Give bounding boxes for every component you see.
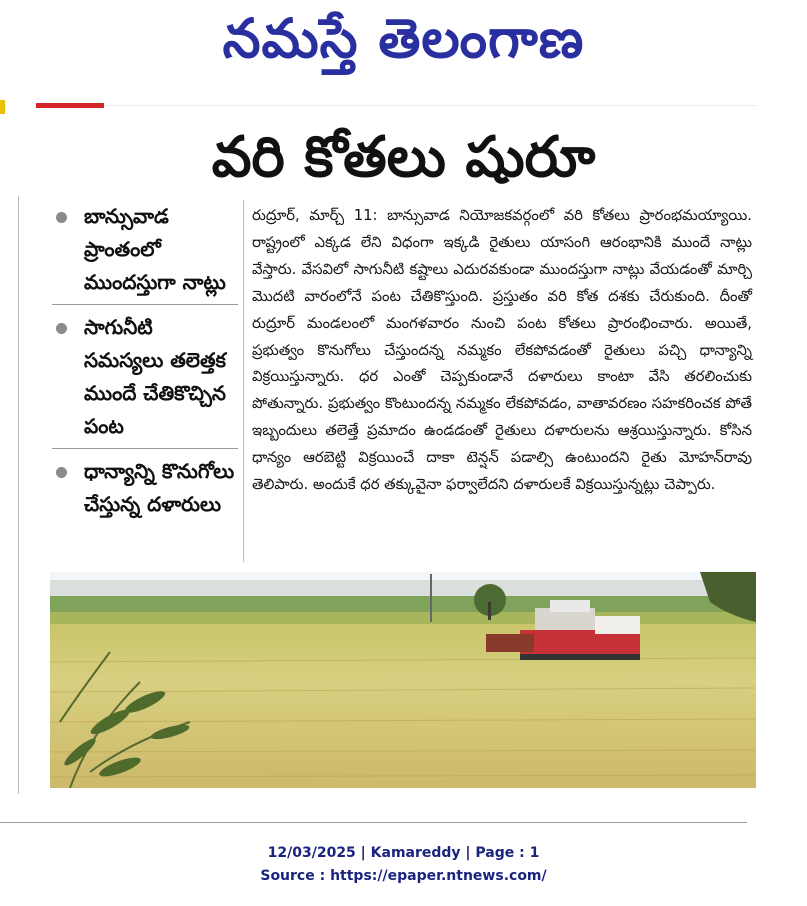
highlight-text: సాగునీటి సమస్యలు తలెత్తక ముందే చేతికొచ్చిన పంట [84,315,226,438]
highlight-item [52,455,238,526]
highlight-item [52,311,238,449]
accent-bar [36,103,104,108]
highlights-list [52,200,238,532]
article-headline: వరి కోతలు షురూ [211,125,596,190]
bullet-dot-icon [56,212,67,223]
column-rule [243,200,244,562]
footer-date-edition: 12/03/2025 | Kamareddy | Page : 1 [267,845,540,861]
article-body: రుద్రూర్, మార్చ్ 11: బాన్సువాడ నియోజకవర్గంలో వరి కోతలు ప్రారంభమయ్యాయి. రాష్ట్రంలో ఎక్కడ లేని విధంగా ఇక్కడి రైతులు యాసంగి ఆరంభానికి ముందే నాట్లు వేస్తారు. వేసవిలో సాగునీటి కష్టాలు ఎదురవకుండా ముందస్తుగా నాట్లు వేయడంతో మార్చి మొదటి వారంలోనే పంట చేతికొస్తుంది. ప్రస్తుతం వరి కోత దశకు చేరుకుంది. దీంతో రుద్రూర్ మండలంలో మంగళవారం నుంచి పంట కోతలు ప్రారంభించారు. అయితే, ప్రభుత్వం కొనుగోలు చేస్తుందన్న నమ్మకం లేకపోవడంతో రైతులు పచ్చి ధాన్యాన్ని విక్రయిస్తున్నారు. ధర ఎంతో చెప్పకుండానే దళారులు కాంటా వేసి తరలించుకు పోతున్నారు. ప్రభుత్వం కొంటుందన్న నమ్మకం లేకపోవడం, వాతావరణం సహకరించక పోతే ఇబ్బందులు తలెత్తే ప్రమాదం ఉండడంతో రైతులు దళారులను ఆశ్రయిస్తున్నారు. కోసిన ధాన్యం ఆరబెట్టి విక్రయించే దాకా టెన్షన్ పడాల్సి ఉంటుందని రైతు మోహన్‌రావు తెలిపారు. అందుకే ధర తక్కువైనా ఫర్వాలేదని దళారులకే విక్రయిస్తున్నట్లు చెప్పారు. [252,207,752,494]
footer [0,842,807,888]
edge-mark [0,100,5,114]
bullet-dot-icon [56,323,67,334]
masthead-title: నమస్తే తెలంగాణ [222,7,585,70]
bullet-dot-icon [56,467,67,478]
highlight-item [52,200,238,305]
header-rule [104,105,756,106]
footer-rule [0,822,747,823]
adjacent-column-rule [18,196,19,794]
paddy-harvest-photo [50,572,756,788]
footer-source: Source : https://epaper.ntnews.com/ [260,868,547,884]
highlight-text: బాన్సువాడ ప్రాంతంలో ముందస్తుగా నాట్లు [84,204,226,294]
highlight-text: ధాన్యాన్ని కొనుగోలు చేస్తున్న దళారులు [84,459,235,516]
